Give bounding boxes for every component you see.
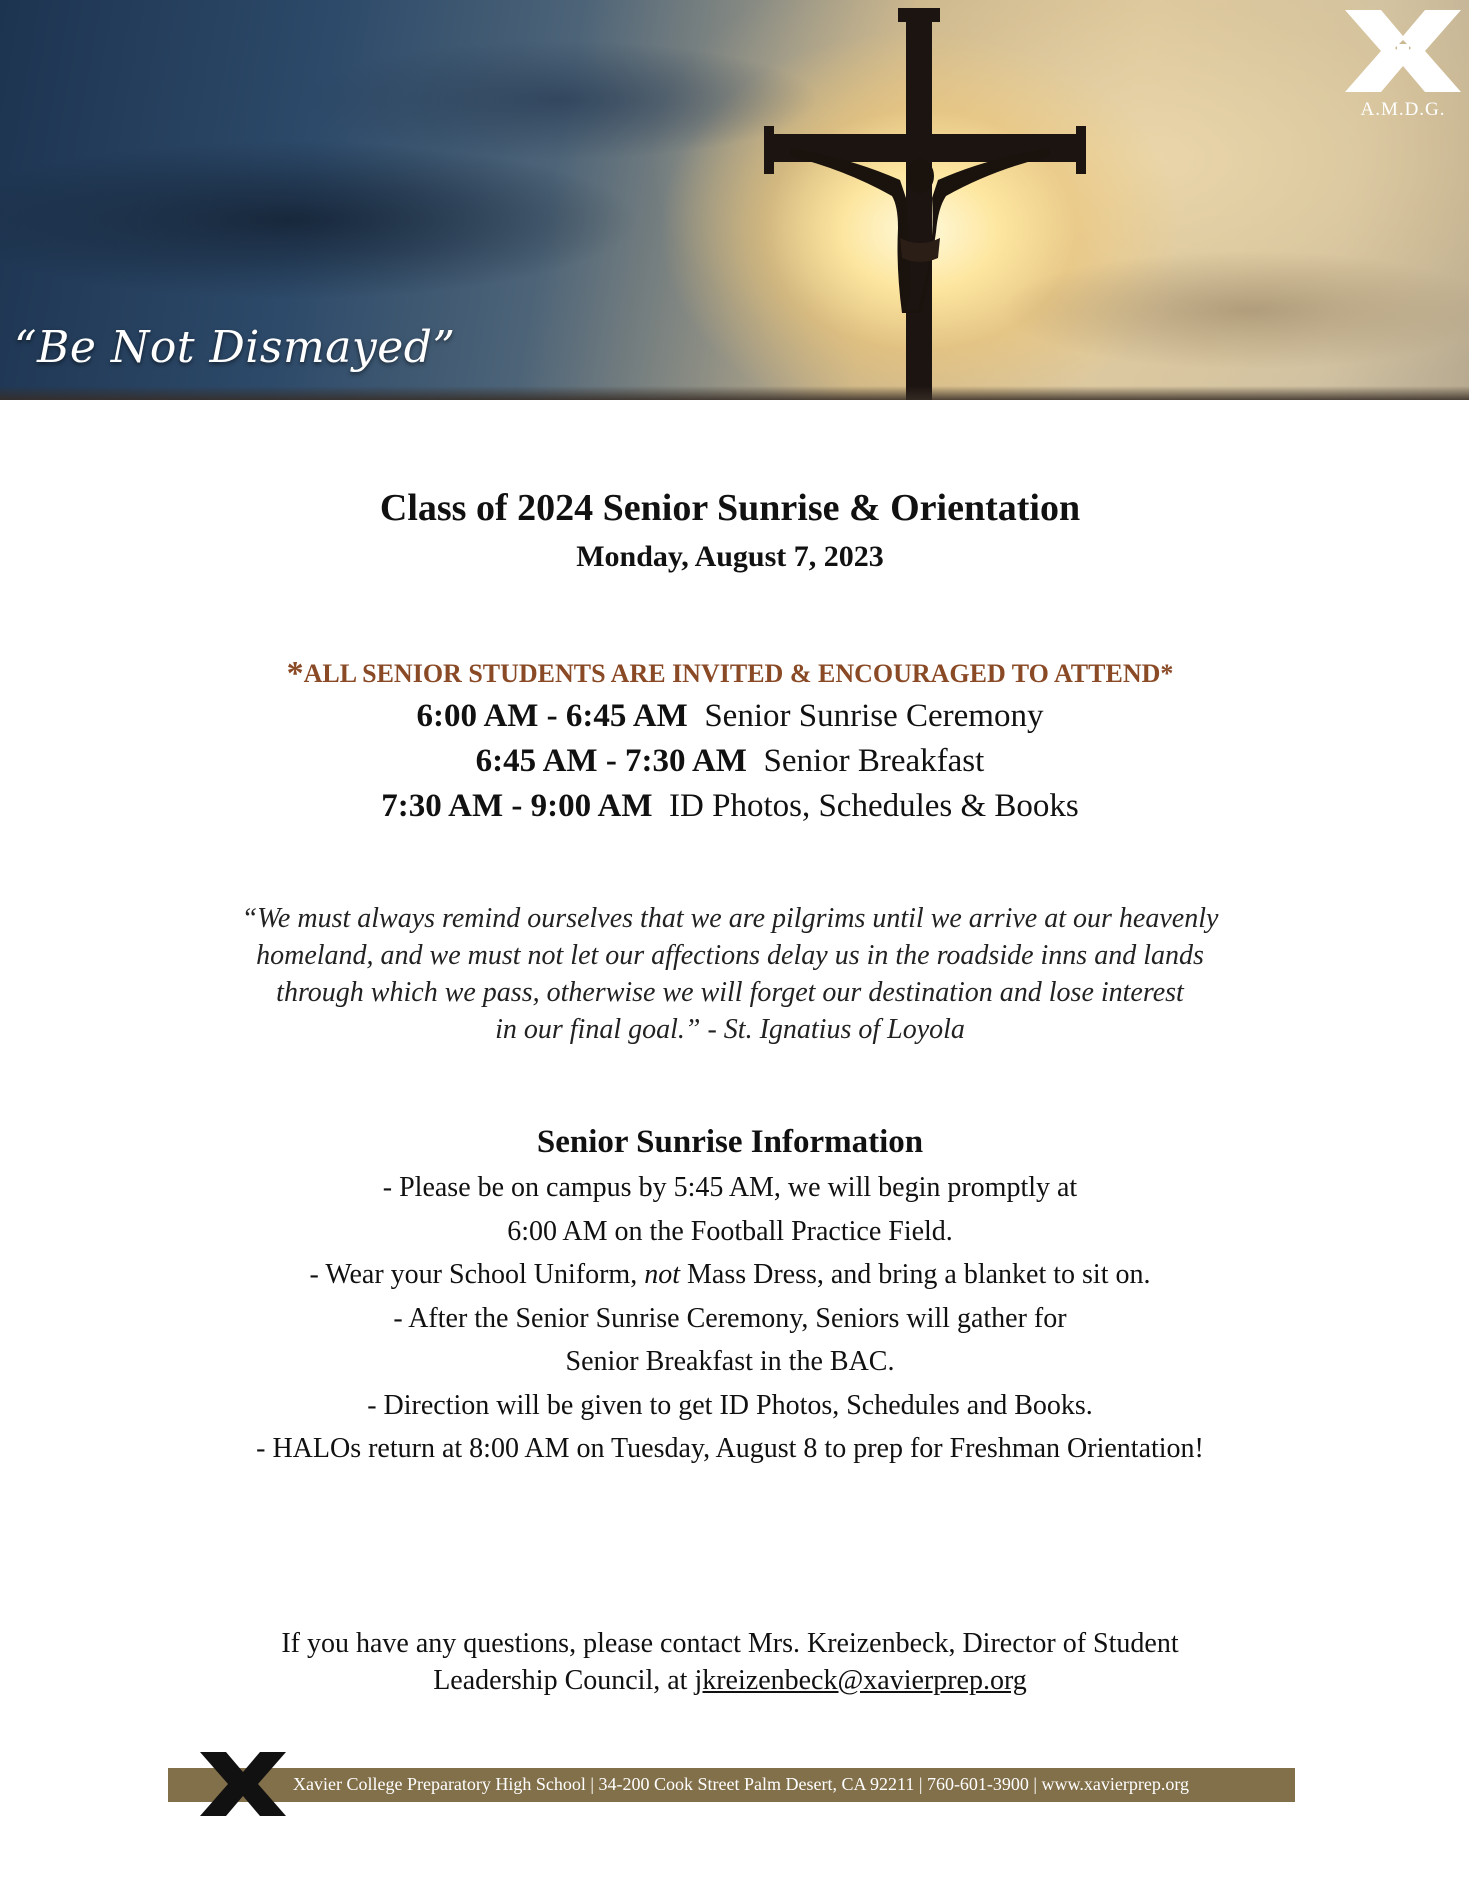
info-emphasis: not	[644, 1259, 680, 1290]
motto-text: “Be Not Dismayed”	[14, 322, 456, 373]
event-title: Class of 2024 Senior Sunrise & Orientation	[379, 487, 1081, 529]
crucifix-icon	[760, 8, 1090, 400]
star-mark: *	[286, 655, 304, 692]
info-line: - Direction will be given to get ID Photos, Schedules and Books.	[367, 1389, 1093, 1421]
info-line: - Please be on campus by 5:45 AM, we will begin promptly at	[382, 1172, 1078, 1203]
info-line	[0, 1253, 1460, 1297]
quote-line: in our final goal.” - St. Ignatius of Loyola	[495, 1014, 965, 1045]
quote-line: through which we pass, otherwise we will forget our destination and lose interest	[276, 977, 1184, 1008]
contact-line: If you have any questions, please contact Mrs. Kreizenbeck, Director of Student	[281, 1628, 1179, 1659]
schedule-event: ID Photos, Schedules & Books	[669, 788, 1079, 824]
ignatius-quote	[0, 900, 1460, 1048]
contact-info	[0, 1625, 1460, 1699]
school-logo	[1345, 10, 1461, 121]
invite-text: ALL SENIOR STUDENTS ARE INVITED & ENCOURAGED TO ATTEND	[303, 659, 1161, 688]
schedule-event: Senior Sunrise Ceremony	[704, 698, 1044, 734]
event-date: Monday, August 7, 2023	[576, 540, 884, 573]
x-logo-icon	[200, 1752, 286, 1816]
info-heading: Senior Sunrise Information	[536, 1124, 924, 1160]
footer-text: Xavier College Preparatory High School | 34-200 Cook Street Palm Desert, CA 92211 | 760-601-3900 | www.xavierprep.org	[293, 1774, 1189, 1794]
quote-line: homeland, and we must not let our affections delay us in the roadside inns and lands	[256, 940, 1204, 971]
schedule-row	[0, 784, 1460, 829]
cloud	[300, 40, 820, 160]
contact-line	[0, 1662, 1460, 1699]
schedule-time: 6:45 AM - 7:30 AM	[475, 743, 747, 779]
logo-text: A.M.D.G.	[1360, 99, 1446, 120]
hero-banner	[0, 0, 1469, 400]
horizon	[0, 386, 1469, 400]
schedule-event: Senior Breakfast	[763, 743, 985, 779]
email-link[interactable]: jkreizenbeck@xavierprep.org	[694, 1665, 1027, 1696]
quote-line: “We must always remind ourselves that we are pilgrims until we arrive at our heavenly	[241, 903, 1219, 934]
info-text: Mass Dress, and bring a blanket to sit on.	[680, 1259, 1151, 1290]
x-logo-icon	[1345, 10, 1461, 92]
schedule-time: 7:30 AM - 9:00 AM	[381, 788, 653, 824]
schedule-row	[0, 739, 1460, 784]
info-line: - After the Senior Sunrise Ceremony, Seniors will gather for	[393, 1302, 1067, 1334]
schedule-row	[0, 694, 1460, 739]
cloud	[0, 140, 640, 300]
contact-text: Leadership Council, at	[433, 1665, 695, 1696]
info-text: - Wear your School Uniform,	[309, 1259, 645, 1290]
info-line: Senior Breakfast in the BAC.	[565, 1346, 895, 1377]
info-list	[0, 1166, 1460, 1471]
schedule-time: 6:00 AM - 6:45 AM	[416, 698, 688, 734]
schedule	[0, 694, 1460, 829]
info-line: 6:00 AM on the Football Practice Field.	[507, 1215, 953, 1247]
info-line: - HALOs return at 8:00 AM on Tuesday, August 8 to prep for Freshman Orientation!	[256, 1433, 1204, 1464]
invite-banner	[0, 655, 1460, 693]
star-mark: *	[1160, 659, 1174, 688]
